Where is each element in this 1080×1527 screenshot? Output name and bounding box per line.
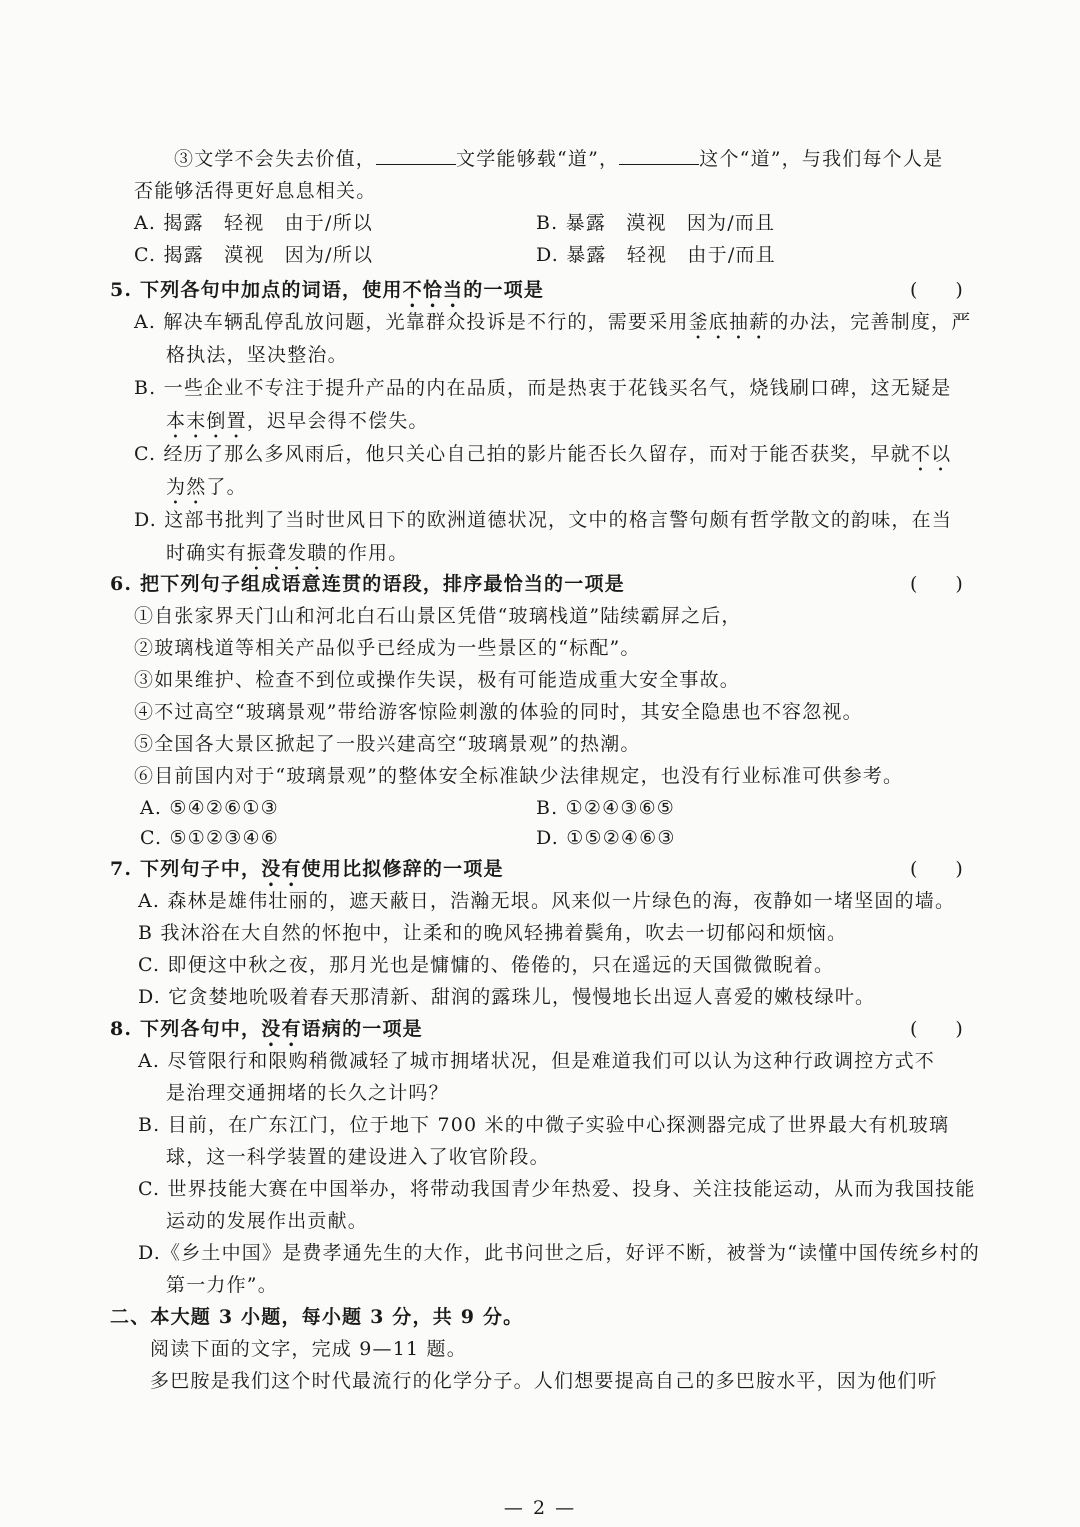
q5-option-c-line2 <box>166 474 247 509</box>
q6-option-b: B. ①②④③⑥⑤ <box>536 797 676 819</box>
page-number: — 2 — <box>503 1497 577 1519</box>
q5-b-post: ，迟早会得不偿失。 <box>246 410 429 432</box>
q4-item3-text-b: 文学能够载“道”， <box>456 148 620 170</box>
reading-passage-para-1: 多巴胺是我们这个时代最流行的化学分子。人们想要提高自己的多巴胺水平，因为他们听 <box>150 1370 938 1392</box>
q8-stem-pre: 8. 下列各句中， <box>110 1018 262 1040</box>
q6-answer-paren: ( ) <box>910 573 963 595</box>
q6-option-c: C. ⑤①②③④⑥ <box>140 827 279 849</box>
q5-option-d-line1: D. 这部书批判了当时世风日下的欧洲道德状况，文中的格言警句颇有哲学散文的韵味，在当 <box>134 509 953 531</box>
section-2-instructions: 阅读下面的文字，完成 9—11 题。 <box>150 1338 467 1360</box>
q4-option-a: A. 揭露 轻视 由于/所以 <box>134 212 374 234</box>
q5-stem <box>110 277 544 312</box>
q4-option-d: D. 暴露 轻视 由于/而且 <box>536 244 776 266</box>
q5-option-c-line1 <box>134 441 951 476</box>
q4-item3-line1 <box>174 146 943 172</box>
q6-stem: 6. 把下列句子组成语意连贯的语段，排序最恰当的一项是 <box>110 573 625 595</box>
q5-stem-post: 的一项是 <box>463 279 545 301</box>
q5-d-post: 的作用。 <box>327 542 409 564</box>
q5-a-post: 的办法，完善制度，严 <box>769 311 972 333</box>
q5-b-emphasis: 本末倒置 <box>166 410 247 432</box>
q5-c-pre: C. 经历了那么多风雨后，他只关心自己拍的影片能否长久留存，而对于能否获奖，早就 <box>134 443 911 465</box>
q7-stem-emphasis: 没有 <box>261 858 302 880</box>
q6-sentence-6: ⑥目前国内对于“玻璃景观”的整体安全标准缺少法律规定，也没有行业标准可供参考。 <box>134 765 904 787</box>
q8-option-c-line2: 运动的发展作出贡献。 <box>166 1210 369 1232</box>
q4-option-c: C. 揭露 漠视 因为/所以 <box>134 244 374 266</box>
q5-option-a-line1 <box>134 309 971 344</box>
q5-stem-emphasis: 不恰当 <box>402 279 464 301</box>
q6-sentence-1: ①自张家界天门山和河北白石山景区凭借“玻璃栈道”陆续霸屏之后， <box>134 605 742 627</box>
q6-option-a: A. ⑤④②⑥①③ <box>140 797 279 819</box>
q5-a-pre: A. 解决车辆乱停乱放问题，光靠群众投诉是不行的，需要采用 <box>134 311 689 333</box>
q5-option-d-line2 <box>166 540 408 575</box>
q8-option-d-line1: D.《乡土中国》是费孝通先生的大作，此书问世之后，好评不断，被誉为“读懂中国传统乡村的 <box>138 1242 980 1264</box>
q4-item3-line2: 否能够活得更好息息相关。 <box>134 180 377 202</box>
q8-option-d-line2: 第一力作”。 <box>166 1274 278 1296</box>
q5-c-post: 了。 <box>206 476 247 498</box>
q5-answer-paren: ( ) <box>910 279 963 301</box>
q5-c-emphasis: 不以 <box>910 443 952 465</box>
q5-stem-pre: 5. 下列各句中加点的词语，使用 <box>110 279 403 301</box>
q7-option-b: B 我沐浴在大自然的怀抱中，让柔和的晚风轻拂着鬓角，吹去一切郁闷和烦恼。 <box>138 922 848 944</box>
q7-option-a: A. 森林是雄伟壮丽的，遮天蔽日，浩瀚无垠。风来似一片绿色的海，夜静如一堵坚固的墙。 <box>138 890 956 912</box>
q5-c-emphasis-2: 为然 <box>166 476 207 498</box>
q5-d-emphasis: 振聋发聩 <box>246 542 328 564</box>
q4-option-b: B. 暴露 漠视 因为/而且 <box>536 212 776 234</box>
q5-option-b-line2 <box>166 408 429 443</box>
q7-stem-pre: 7. 下列句子中， <box>110 858 262 880</box>
q8-option-b-line1: B. 目前，在广东江门，位于地下 700 米的中微子实验中心探测器完成了世界最大有机玻璃 <box>138 1114 950 1136</box>
q4-item3-text-c: 这个“道”，与我们每个人是 <box>699 148 944 170</box>
q8-option-c-line1: C. 世界技能大赛在中国举办，将带动我国青少年热爱、投身、关注技能运动，从而为我国技能 <box>138 1178 976 1200</box>
q8-option-b-line2: 球，这一科学装置的建设进入了收官阶段。 <box>166 1146 550 1168</box>
q7-stem <box>110 856 504 891</box>
q7-stem-post: 使用比拟修辞的一项是 <box>301 858 504 880</box>
section-2-heading: 二、本大题 3 小题，每小题 3 分，共 9 分。 <box>110 1306 524 1328</box>
q5-a-emphasis: 釜底抽薪 <box>688 311 770 333</box>
q4-item3-text-a: ③文学不会失去价值， <box>174 148 377 170</box>
q5-option-a-line2: 格执法，坚决整治。 <box>166 344 348 366</box>
q8-stem-post: 语病的一项是 <box>301 1018 423 1040</box>
q6-sentence-4: ④不过高空“玻璃景观”带给游客惊险刺激的体验的同时，其安全隐患也不容忽视。 <box>134 701 863 723</box>
q8-option-a-line1: A. 尽管限行和限购稍微减轻了城市拥堵状况，但是难道我们可以认为这种行政调控方式不 <box>138 1050 936 1072</box>
q8-stem-emphasis: 没有 <box>261 1018 302 1040</box>
q8-option-a-line2: 是治理交通拥堵的长久之计吗？ <box>166 1082 449 1104</box>
q6-sentence-5: ⑤全国各大景区掀起了一股兴建高空“玻璃景观”的热潮。 <box>134 733 641 755</box>
q7-option-d: D. 它贪婪地吮吸着春天那清新、甜润的露珠儿，慢慢地长出逗人喜爱的嫩枝绿叶。 <box>138 986 876 1008</box>
q6-sentence-3: ③如果维护、检查不到位或操作失误，极有可能造成重大安全事故。 <box>134 669 741 691</box>
q8-stem <box>110 1016 423 1051</box>
fill-blank-1 <box>376 146 456 165</box>
q6-option-d: D. ①⑤②④⑥③ <box>536 827 676 849</box>
q8-answer-paren: ( ) <box>910 1018 963 1040</box>
q7-answer-paren: ( ) <box>910 858 963 880</box>
fill-blank-2 <box>619 146 699 165</box>
q5-option-b-line1: B. 一些企业不专注于提升产品的内在品质，而是热衷于花钱买名气，烧钱刷口碑，这无疑是 <box>134 377 952 399</box>
q7-option-c: C. 即便这中秋之夜，那月光也是慵慵的、倦倦的，只在遥远的天国微微睨着。 <box>138 954 835 976</box>
q5-d-pre: 时确实有 <box>166 542 247 564</box>
q6-sentence-2: ②玻璃栈道等相关产品似乎已经成为一些景区的“标配”。 <box>134 637 641 659</box>
